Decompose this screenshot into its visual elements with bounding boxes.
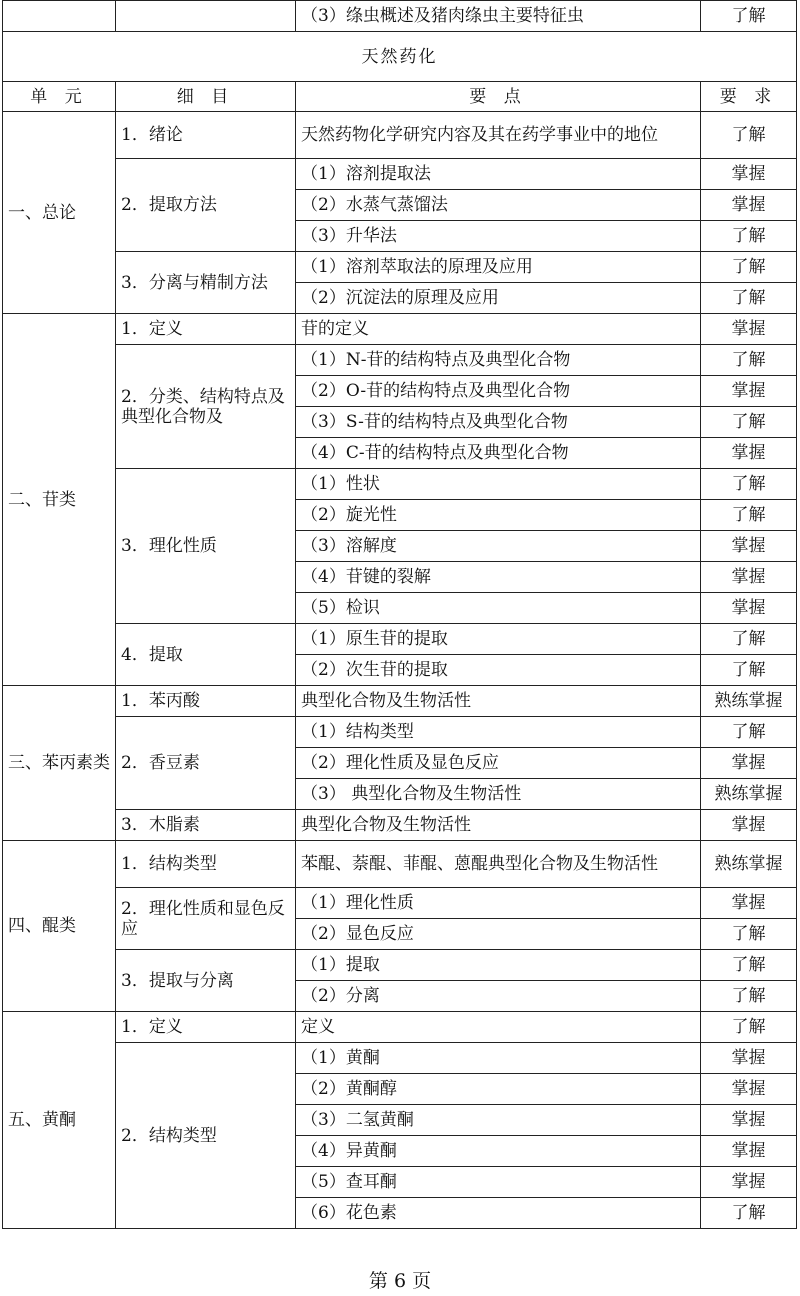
point-cell: （5）检识 [296,593,701,624]
point-cell: （3） 典型化合物及生物活性 [296,779,701,810]
item-cell: 1．苯丙酸 [116,686,296,717]
point-cell: （5）查耳酮 [296,1167,701,1198]
page-number: 第 6 页 [368,1270,432,1292]
point-cell: （2）水蒸气蒸馏法 [296,190,701,221]
point-cell: （2）理化性质及显色反应 [296,748,701,779]
requirement-cell: 了解 [701,221,797,252]
section-title: 天然药化 [3,32,797,82]
item-cell: 1．定义 [116,314,296,345]
requirement-cell: 了解 [701,950,797,981]
table-row [3,686,797,717]
point-cell: 典型化合物及生物活性 [296,686,701,717]
item-cell: 2．香豆素 [116,717,296,810]
requirement-cell: 了解 [701,469,797,500]
point-cell: （2）O-苷的结构特点及典型化合物 [296,376,701,407]
requirement-cell: 掌握 [701,593,797,624]
point-cell: （3）溶解度 [296,531,701,562]
point-cell: 定义 [296,1012,701,1043]
item-cell: 1．绪论 [116,112,296,159]
table-row [3,624,797,655]
header-item: 细 目 [116,82,296,112]
requirement-cell: 了解 [701,407,797,438]
requirement-cell: 掌握 [701,159,797,190]
requirement-cell: 掌握 [701,376,797,407]
table-row [3,345,797,376]
point-cell: （3）二氢黄酮 [296,1105,701,1136]
table-row [3,950,797,981]
point-cell: （1）原生苷的提取 [296,624,701,655]
point-cell: （1）理化性质 [296,888,701,919]
requirement-cell: 熟练掌握 [701,841,797,888]
table-row [3,1043,797,1074]
unit-cell: 四、醌类 [3,841,116,1012]
point-cell: （1）性状 [296,469,701,500]
point-cell: （2）黄酮醇 [296,1074,701,1105]
point-cell: （4）异黄酮 [296,1136,701,1167]
requirement-cell: 了解 [701,655,797,686]
item-cell: 1．定义 [116,1012,296,1043]
item-cell: 3．提取与分离 [116,950,296,1012]
requirement-cell: 掌握 [701,1136,797,1167]
point-cell: （3）S-苷的结构特点及典型化合物 [296,407,701,438]
point-cell: 苷的定义 [296,314,701,345]
requirement-cell: 了解 [701,1012,797,1043]
point-cell: （1）黄酮 [296,1043,701,1074]
point-cell: （2）分离 [296,981,701,1012]
table-row [3,717,797,748]
table-row [3,1,797,32]
header-requirement: 要 求 [701,82,797,112]
table-row [3,252,797,283]
item-cell: 2．结构类型 [116,1043,296,1229]
requirement-cell: 了解 [701,624,797,655]
requirement-cell: 掌握 [701,438,797,469]
unit-cell: 二、苷类 [3,314,116,686]
requirement-cell: 了解 [701,1198,797,1229]
item-cell: 3．理化性质 [116,469,296,624]
requirement-cell: 了解 [701,981,797,1012]
requirement-cell: 了解 [701,1,797,32]
point-cell: （3）绦虫概述及猪肉绦虫主要特征虫 [296,1,701,32]
requirement-cell: 了解 [701,345,797,376]
unit-cell: 一、总论 [3,112,116,314]
item-cell: 3．分离与精制方法 [116,252,296,314]
table-row [3,314,797,345]
point-cell: （2）显色反应 [296,919,701,950]
requirement-cell: 掌握 [701,531,797,562]
unit-cell: 五、黄酮 [3,1012,116,1229]
table-row [3,469,797,500]
syllabus-table [2,0,797,1229]
requirement-cell: 了解 [701,919,797,950]
table-row [3,888,797,919]
point-cell: （1）提取 [296,950,701,981]
requirement-cell: 掌握 [701,190,797,221]
item-cell: 4．提取 [116,624,296,686]
point-cell: （2）次生苷的提取 [296,655,701,686]
item-cell: 2．理化性质和显色反应 [116,888,296,950]
unit-cell: 三、苯丙素类 [3,686,116,841]
header-unit: 单 元 [3,82,116,112]
requirement-cell: 掌握 [701,1074,797,1105]
requirement-cell: 了解 [701,500,797,531]
point-cell: （4）C-苷的结构特点及典型化合物 [296,438,701,469]
requirement-cell: 掌握 [701,748,797,779]
requirement-cell: 熟练掌握 [701,686,797,717]
header-row [3,82,797,112]
requirement-cell: 熟练掌握 [701,779,797,810]
table-row [3,1012,797,1043]
point-cell: （2）沉淀法的原理及应用 [296,283,701,314]
requirement-cell: 了解 [701,717,797,748]
header-point: 要 点 [296,82,701,112]
table-row [3,112,797,159]
title-row [3,32,797,82]
requirement-cell: 掌握 [701,1105,797,1136]
table-body [3,112,797,1229]
point-cell: （3）升华法 [296,221,701,252]
point-cell: 苯醌、萘醌、菲醌、蒽醌典型化合物及生物活性 [296,841,701,888]
point-cell: （1）N-苷的结构特点及典型化合物 [296,345,701,376]
point-cell: （1）结构类型 [296,717,701,748]
item-cell: 1．结构类型 [116,841,296,888]
point-cell: （1）溶剂萃取法的原理及应用 [296,252,701,283]
point-cell: 天然药物化学研究内容及其在药学事业中的地位 [296,112,701,159]
requirement-cell: 掌握 [701,562,797,593]
requirement-cell: 了解 [701,112,797,159]
table-row [3,159,797,190]
table-row [3,841,797,888]
requirement-cell: 掌握 [701,888,797,919]
point-cell: （1）溶剂提取法 [296,159,701,190]
requirement-cell: 掌握 [701,314,797,345]
requirement-cell: 掌握 [701,810,797,841]
requirement-cell: 掌握 [701,1043,797,1074]
requirement-cell: 了解 [701,252,797,283]
item-cell: 3．木脂素 [116,810,296,841]
point-cell: 典型化合物及生物活性 [296,810,701,841]
item-cell: 2．分类、结构特点及典型化合物及 [116,345,296,469]
requirement-cell: 了解 [701,283,797,314]
point-cell: （6）花色素 [296,1198,701,1229]
point-cell: （2）旋光性 [296,500,701,531]
point-cell: （4）苷键的裂解 [296,562,701,593]
requirement-cell: 掌握 [701,1167,797,1198]
item-cell: 2．提取方法 [116,159,296,252]
table-row [3,810,797,841]
